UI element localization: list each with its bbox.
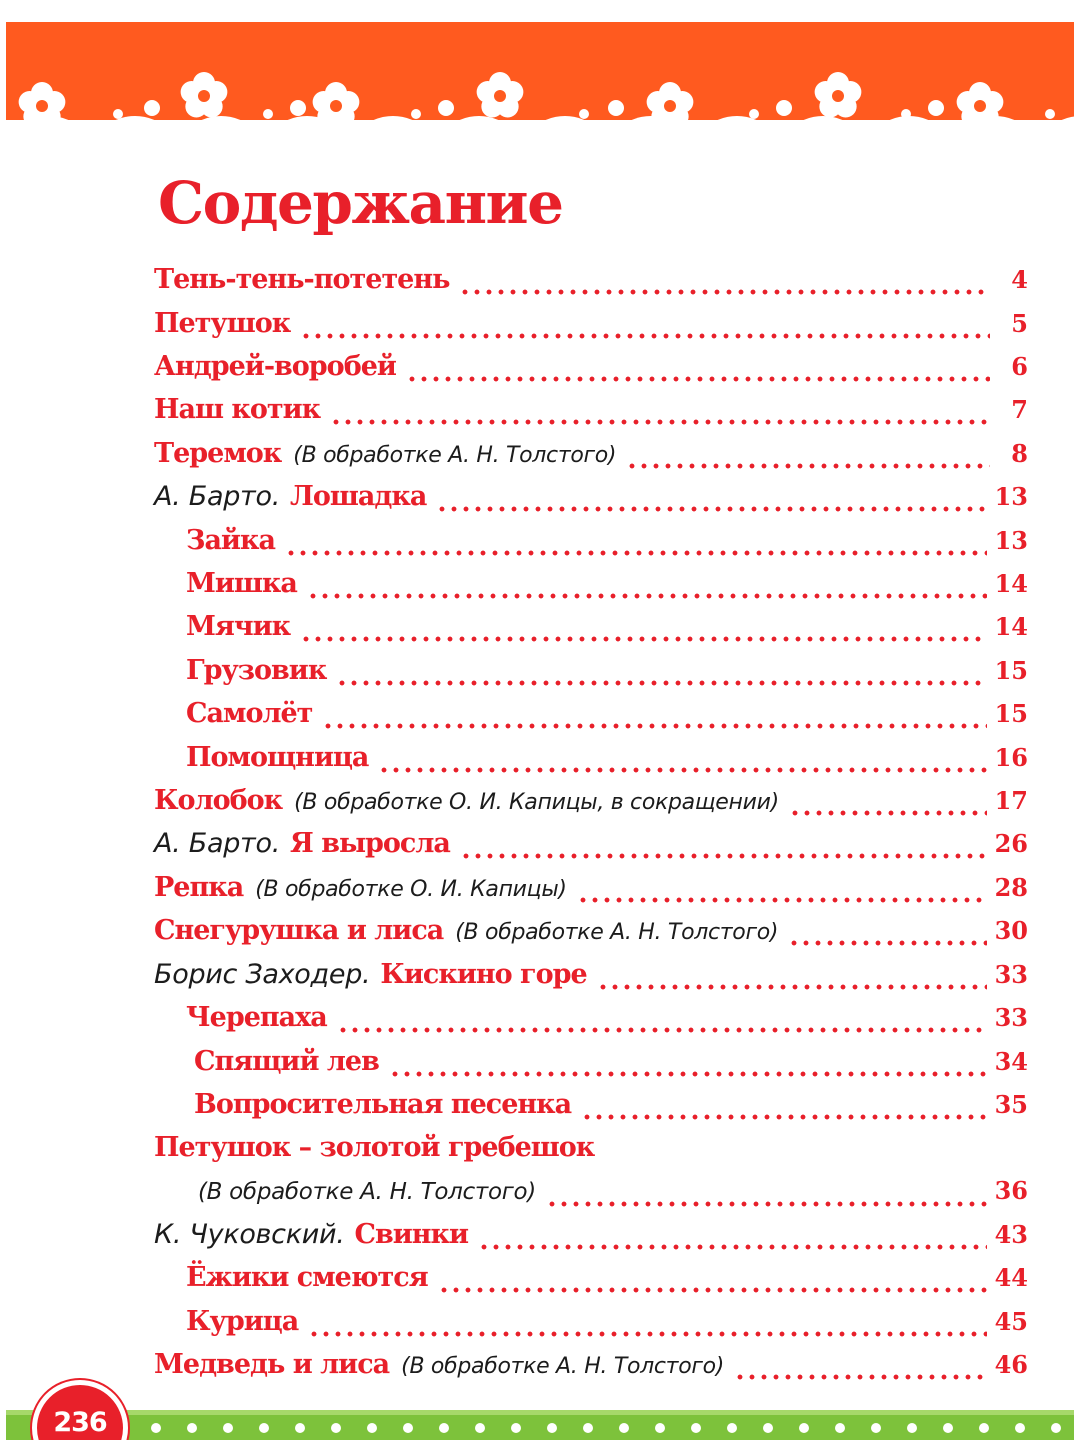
decor-dot (187, 1423, 197, 1433)
toc-title: Андрей-воробей (154, 351, 396, 382)
toc-title: Репка (154, 872, 244, 903)
decor-dot (438, 100, 454, 116)
decor-dot (583, 1423, 593, 1433)
decor-dot (295, 1423, 305, 1433)
scallop (345, 116, 441, 162)
toc-title: Зайка (186, 525, 275, 556)
toc-entry[interactable] (154, 785, 1028, 825)
toc-title: Черепаха (186, 1002, 327, 1033)
book-page (6, 22, 1074, 1440)
decor-dot (901, 109, 911, 119)
toc-title: Я выросла (289, 828, 450, 859)
toc-page-number: 6 (1011, 352, 1028, 381)
scallop (1033, 116, 1074, 162)
toc-entry[interactable] (154, 1219, 1028, 1259)
decor-dot (290, 100, 306, 116)
toc-entry[interactable] (194, 1046, 1028, 1086)
toc-page-number: 43 (994, 1220, 1028, 1249)
decor-dot (943, 1423, 953, 1433)
toc-entry[interactable] (194, 1089, 1028, 1129)
decor-dot (367, 1423, 377, 1433)
decor-dot (547, 1423, 557, 1433)
toc-entry[interactable] (198, 1176, 1028, 1216)
dot-leader (577, 897, 987, 903)
scallop (431, 116, 527, 162)
toc-page-number: 7 (1011, 395, 1028, 424)
decor-dot (475, 1423, 485, 1433)
dot-leader (308, 1331, 986, 1337)
dot-leader (285, 550, 987, 556)
toc-entry[interactable] (186, 1262, 1028, 1302)
toc-page-number: 30 (994, 916, 1028, 945)
toc-entry[interactable] (186, 698, 1028, 738)
decor-dot (331, 1423, 341, 1433)
toc-entry[interactable] (154, 264, 1028, 304)
dot-leader (478, 1244, 987, 1250)
toc-note: (В обработке А. Н. Толстого) (455, 920, 779, 945)
toc-note: (В обработке О. И. Капицы) (255, 877, 567, 902)
dot-leader (597, 984, 987, 990)
toc-note: (В обработке А. Н. Толстого) (293, 443, 617, 468)
toc-title: Наш котик (154, 394, 321, 425)
decor-dot (263, 109, 273, 119)
toc-entry[interactable] (154, 394, 1028, 434)
toc-entry[interactable] (186, 742, 1028, 782)
toc-title: Петушок – золотой гребешок (154, 1132, 595, 1163)
scallop (87, 116, 183, 162)
toc-note: (В обработке А. Н. Толстого) (198, 1179, 536, 1205)
decor-dot (727, 1423, 737, 1433)
toc-page-number: 14 (994, 612, 1028, 641)
page-number: 236 (53, 1407, 107, 1438)
decor-dot (151, 1423, 161, 1433)
toc-title: Вопросительная песенка (194, 1089, 572, 1120)
toc-title: Мишка (186, 568, 297, 599)
toc-title: Кискино горе (380, 959, 587, 990)
toc-page-number: 17 (994, 786, 1028, 815)
toc-title: Грузовик (186, 655, 327, 686)
decor-dot (113, 109, 123, 119)
decor-dot (691, 1423, 701, 1433)
dot-leader (336, 680, 986, 686)
toc-entry[interactable] (186, 1002, 1028, 1042)
decor-dot (749, 109, 759, 119)
page-title: Содержание (158, 169, 563, 237)
toc-author: А. Барто. (154, 828, 280, 859)
decor-dot (259, 1423, 269, 1433)
toc-entry[interactable] (154, 915, 1028, 955)
decor-dot (223, 1423, 233, 1433)
toc-page-number: 35 (994, 1090, 1028, 1119)
toc-entry[interactable] (186, 568, 1028, 608)
decor-dot (511, 1423, 521, 1433)
toc-page-number: 36 (994, 1176, 1028, 1205)
dot-leader (788, 940, 986, 946)
dot-leader (789, 810, 987, 816)
page-number-badge (32, 1380, 128, 1440)
dot-leader (337, 1027, 987, 1033)
toc-title: Тень-тень-потетень (154, 264, 450, 295)
decor-dot (776, 100, 792, 116)
toc-page-number: 14 (994, 569, 1028, 598)
toc-entry[interactable] (154, 481, 1028, 521)
toc-entry[interactable] (154, 959, 1028, 999)
dot-leader (546, 1201, 987, 1207)
decor-dot (835, 1423, 845, 1433)
toc-title: Колобок (154, 785, 283, 816)
decor-dot (579, 109, 589, 119)
dot-leader (438, 1287, 987, 1293)
toc-title: Мячик (186, 611, 291, 642)
dot-leader (581, 1114, 986, 1120)
toc-page-number: 34 (994, 1047, 1028, 1076)
toc-entry[interactable] (154, 828, 1028, 868)
dot-leader (307, 593, 987, 599)
scallop (689, 116, 785, 162)
toc-entry[interactable] (186, 655, 1028, 695)
dot-leader (406, 376, 990, 382)
toc-title: Спящий лев (194, 1046, 379, 1077)
decor-dot (871, 1423, 881, 1433)
toc-title: Свинки (354, 1219, 469, 1250)
toc-entry[interactable] (154, 308, 1028, 348)
toc-page-number: 5 (1011, 309, 1028, 338)
toc-page-number: 15 (994, 656, 1028, 685)
toc-page-number: 26 (994, 829, 1028, 858)
dot-leader (378, 767, 986, 773)
toc-title: Самолёт (186, 698, 313, 729)
dot-leader (389, 1071, 987, 1077)
toc-page-number: 33 (994, 960, 1028, 989)
toc-page-number: 13 (994, 526, 1028, 555)
toc-page-number: 46 (994, 1350, 1028, 1379)
toc-page-number: 16 (994, 743, 1028, 772)
dot-leader (436, 506, 986, 512)
decor-dot (1051, 1423, 1061, 1433)
scallop (775, 116, 871, 162)
toc-title: Снегурушка и лиса (154, 915, 444, 946)
toc-entry[interactable] (154, 1132, 1028, 1172)
toc-note: (В обработке А. Н. Толстого) (401, 1354, 725, 1379)
toc-entry[interactable] (186, 1306, 1028, 1346)
toc-title: Курица (186, 1306, 299, 1337)
decor-dot (1045, 109, 1055, 119)
decor-dot (799, 1423, 809, 1433)
decor-dot (144, 100, 160, 116)
dot-leader (626, 463, 990, 469)
decor-dot (608, 100, 624, 116)
toc-entry[interactable] (186, 611, 1028, 651)
dot-leader (459, 289, 990, 295)
scalloped-flower-border (6, 22, 1074, 162)
toc-entry[interactable] (154, 1349, 1028, 1389)
decor-dot (411, 109, 421, 119)
toc-page-number: 44 (994, 1263, 1028, 1292)
dot-leader (734, 1374, 987, 1380)
toc-page-number: 28 (994, 873, 1028, 902)
decor-dot (979, 1423, 989, 1433)
toc-entry[interactable] (154, 438, 1028, 478)
decor-dot (439, 1423, 449, 1433)
toc-title: Петушок (154, 308, 291, 339)
decor-dot (655, 1423, 665, 1433)
toc-page-number: 33 (994, 1003, 1028, 1032)
toc-title: Медведь и лиса (154, 1349, 390, 1380)
toc-page-number: 8 (1011, 439, 1028, 468)
toc-entry[interactable] (154, 351, 1028, 391)
toc-page-number: 4 (1011, 265, 1028, 294)
toc-note: (В обработке О. И. Капицы, в сокращении) (294, 790, 779, 815)
toc-title: Теремок (154, 438, 282, 469)
toc-entry[interactable] (186, 525, 1028, 565)
decor-dot (907, 1423, 917, 1433)
dot-leader (460, 853, 987, 859)
dot-leader (300, 636, 986, 642)
toc-page-number: 15 (994, 699, 1028, 728)
scallop (517, 116, 613, 162)
toc-page-number: 13 (994, 482, 1028, 511)
toc-title: Лошадка (289, 481, 427, 512)
decor-dot (928, 100, 944, 116)
scallop (861, 116, 957, 162)
decor-dot (1015, 1423, 1025, 1433)
toc-page-number: 45 (994, 1307, 1028, 1336)
toc-title: Помощница (186, 742, 369, 773)
toc-author: Борис Заходер. (154, 959, 371, 990)
dot-leader (322, 723, 986, 729)
toc-author: К. Чуковский. (154, 1219, 345, 1250)
toc-entry[interactable] (154, 872, 1028, 912)
decor-dot (619, 1423, 629, 1433)
dot-leader (300, 333, 990, 339)
decor-dot (403, 1423, 413, 1433)
dot-leader (330, 419, 990, 425)
scallop (173, 116, 269, 162)
decor-dot (763, 1423, 773, 1433)
toc-title: Ёжики смеются (186, 1262, 428, 1293)
toc-author: А. Барто. (154, 481, 280, 512)
green-dotted-border (6, 1410, 1074, 1440)
